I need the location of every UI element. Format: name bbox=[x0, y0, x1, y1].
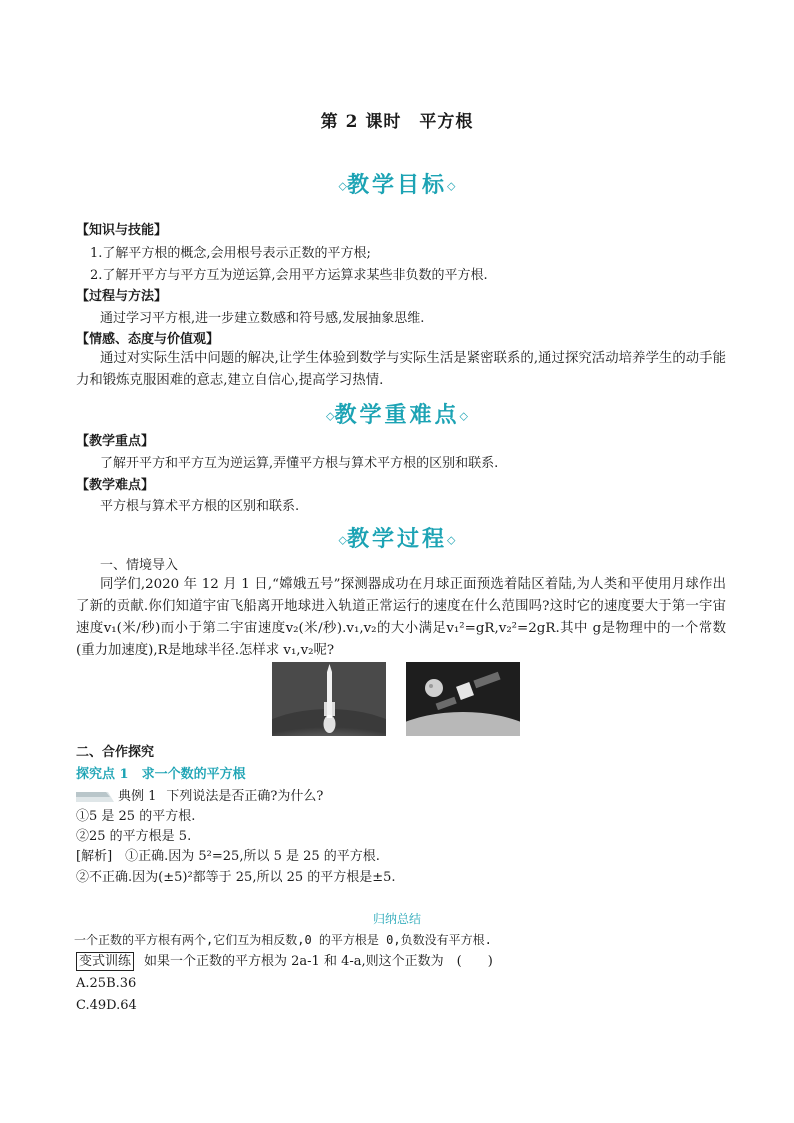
section-heading-key-text: 教学重难点 bbox=[334, 402, 460, 428]
explore-point-1: 探究点 1 求一个数的平方根 bbox=[76, 767, 246, 782]
goals-item-4: 通过对实际生活中问题的解决,让学生体验到数学与实际生活是紧密联系的,通过探究活动培养学生的动手能力和锻炼克服困难的意志,建立自信心,提高学习热情. bbox=[76, 351, 726, 388]
diamond-icon: ◇ bbox=[447, 179, 456, 193]
drill-text: 如果一个正数的平方根为 2a-1 和 4-a,则这个正数为 ( ) bbox=[144, 954, 493, 969]
section-heading-key bbox=[0, 398, 794, 429]
summary-text: 一个正数的平方根有两个,它们互为相反数,0 的平方根是 0,负数没有平方根. bbox=[74, 933, 492, 947]
key-item-focus: 了解开平方和平方互为逆运算,弄懂平方根与算术平方根的区别和联系. bbox=[100, 456, 499, 471]
drill-question bbox=[76, 952, 726, 971]
goals-item-2: 2.了解开平方与平方互为逆运算,会用平方运算求某些非负数的平方根. bbox=[90, 268, 488, 283]
section-heading-goals-text: 教学目标 bbox=[346, 172, 447, 198]
example-1-statement-b: ②25 的平方根是 5. bbox=[76, 829, 192, 844]
summary-title: 归纳总结 bbox=[372, 912, 421, 926]
diamond-icon: ◇ bbox=[326, 409, 335, 423]
drill-badge: 变式训练 bbox=[76, 952, 134, 971]
example-1-statement-a: ①5 是 25 的平方根. bbox=[76, 809, 196, 824]
drill-options-cd: C.49D.64 bbox=[76, 998, 137, 1013]
example-1-question bbox=[76, 788, 726, 805]
diamond-icon: ◇ bbox=[459, 409, 468, 423]
drill-options-ab: A.25B.36 bbox=[76, 976, 137, 991]
example-1-solution-2: ②不正确.因为(±5)²都等于 25,所以 25 的平方根是±5. bbox=[76, 870, 396, 885]
page-title: 第 2 课时 平方根 bbox=[320, 112, 474, 132]
example-flag-icon bbox=[76, 792, 114, 802]
section-heading-goals bbox=[0, 168, 794, 199]
example-1-text: 下列说法是否正确?为什么? bbox=[166, 789, 324, 804]
satellite-moon-photo bbox=[406, 662, 520, 736]
key-item-difficulty: 平方根与算术平方根的区别和联系. bbox=[100, 499, 300, 514]
process-intro-paragraph: 同学们,2020 年 12 月 1 日,“嫦娥五号”探测器成功在月球正面预选着陆区着陆,为人类和平使用月球作出了新的贡献.你们知道宇宙飞船离开地球进入轨道正常运行的速度在什么范围吗?这时它的速度要大于第一宇宙速度v₁(米/秒)而小于第二宇宙速度v₂(米/秒).v₁,v₂的大小满足v₁²=gR,v₂²=2gR.其中 g是物理中的一个常数(重力加速度),R是地球半径.怎样求 v₁,v₂呢? bbox=[76, 577, 726, 658]
section-heading-process-text: 教学过程 bbox=[346, 526, 447, 552]
key-heading-difficulty: 【教学难点】 bbox=[76, 478, 155, 493]
goals-heading-process: 【过程与方法】 bbox=[76, 289, 168, 304]
process-heading-intro: 一、情境导入 bbox=[100, 558, 179, 573]
process-heading-explore: 二、合作探究 bbox=[76, 745, 155, 760]
goals-heading-attitude: 【情感、态度与价值观】 bbox=[76, 332, 220, 347]
diamond-icon: ◇ bbox=[338, 533, 347, 547]
goals-heading-knowledge: 【知识与技能】 bbox=[76, 223, 168, 238]
diamond-icon: ◇ bbox=[338, 179, 347, 193]
rocket-launch-photo bbox=[272, 662, 386, 736]
goals-item-1: 1.了解平方根的概念,会用根号表示正数的平方根; bbox=[90, 246, 371, 261]
section-heading-process bbox=[0, 522, 794, 553]
key-heading-focus: 【教学重点】 bbox=[76, 434, 155, 449]
goals-item-3: 通过学习平方根,进一步建立数感和符号感,发展抽象思维. bbox=[100, 311, 425, 326]
example-1-solution-1: [解析] ①正确.因为 5²=25,所以 5 是 25 的平方根. bbox=[76, 849, 380, 864]
diamond-icon: ◇ bbox=[447, 533, 456, 547]
example-1-label: 典例 1 bbox=[118, 789, 157, 804]
